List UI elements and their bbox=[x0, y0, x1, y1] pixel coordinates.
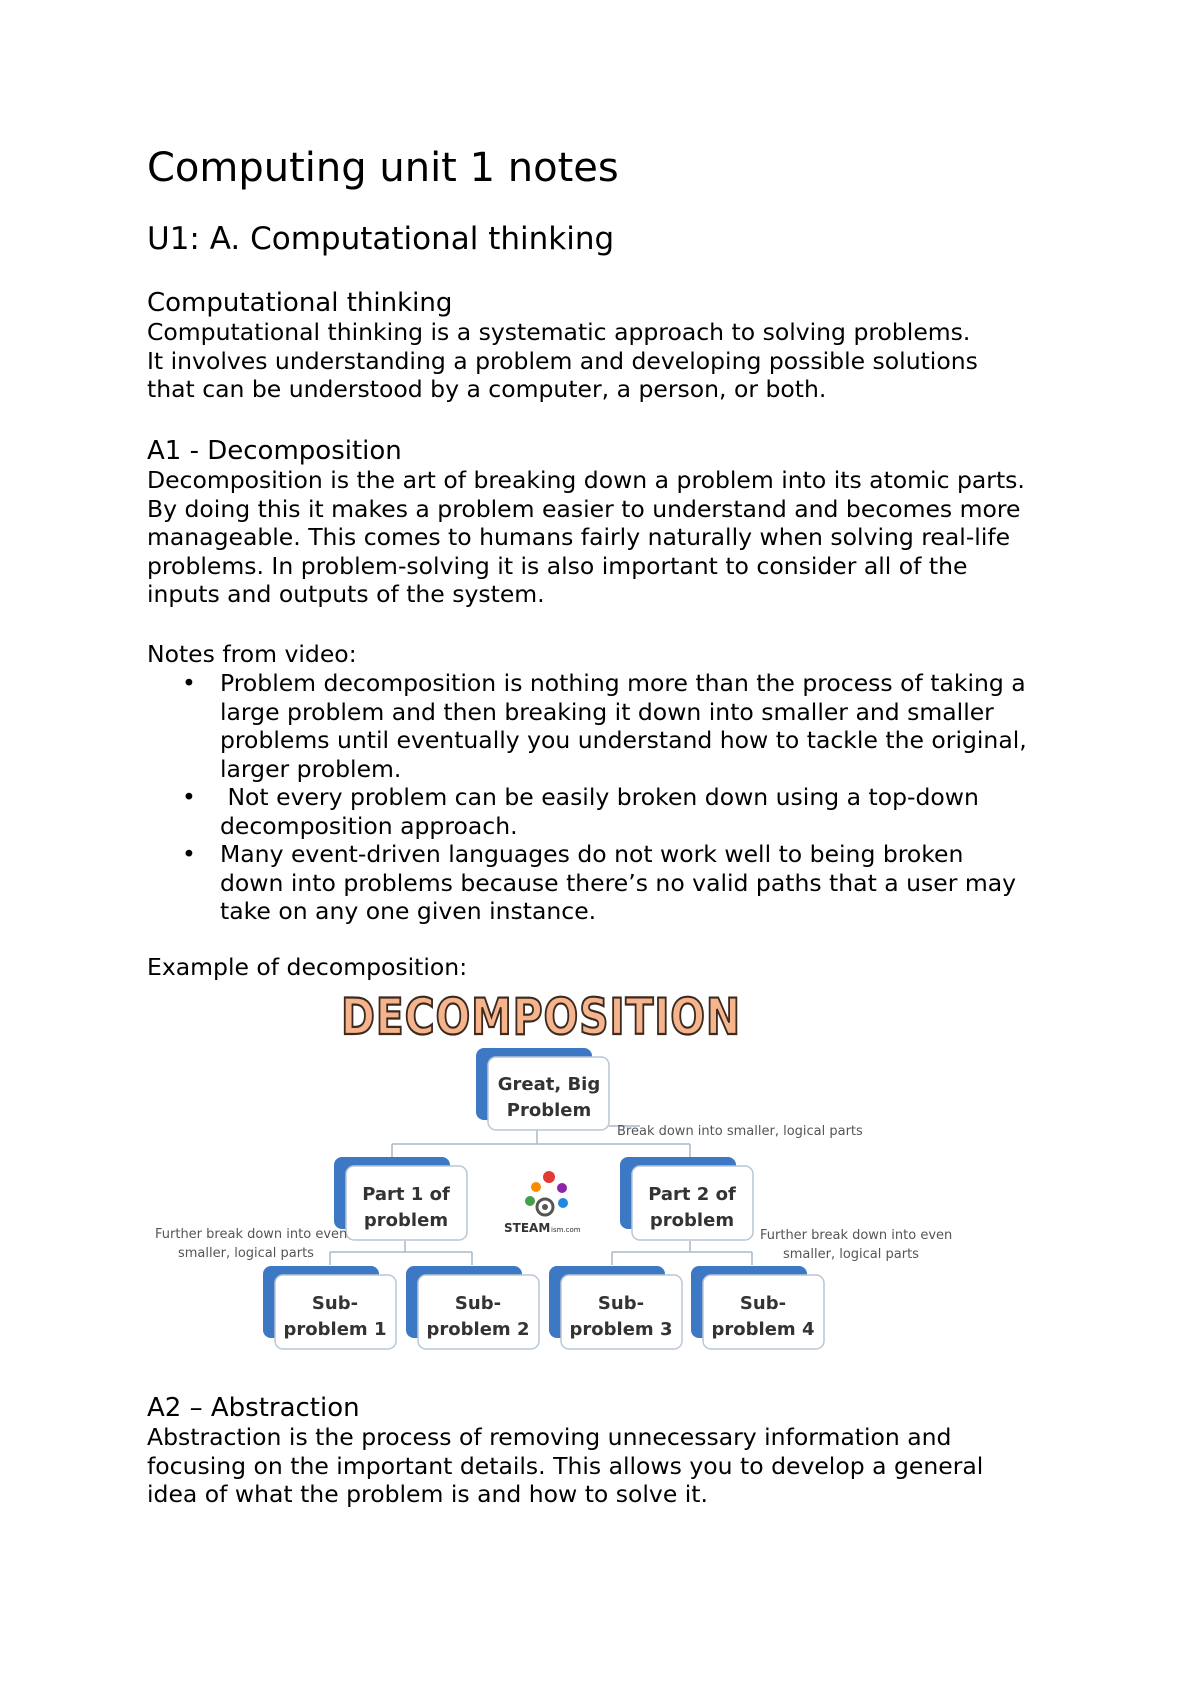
sub-2-line-2: problem 2 bbox=[426, 1319, 530, 1340]
paragraph-line: idea of what the problem is and how to solve it. bbox=[147, 1480, 708, 1508]
sub-4-line-2: problem 4 bbox=[711, 1319, 815, 1340]
paragraph-line: problems. In problem-solving it is also important to consider all of the bbox=[147, 551, 968, 580]
steam-logo-icon bbox=[525, 1171, 568, 1215]
left-note-line-2: smaller, logical parts bbox=[178, 1246, 314, 1261]
bullet-line: Not every problem can be easily broken down using a top-down bbox=[220, 783, 979, 811]
right-note-line-1: Further break down into even bbox=[760, 1228, 953, 1243]
paragraph-line: It involves understanding a problem and developing possible solutions bbox=[147, 346, 978, 375]
paragraph-line: that can be understood by a computer, a person, or both. bbox=[147, 375, 827, 403]
part-2-box bbox=[620, 1157, 753, 1240]
right-note-line-2: smaller, logical parts bbox=[783, 1247, 919, 1262]
sub-4-line-1: Sub- bbox=[739, 1293, 787, 1314]
sub-2-line-1: Sub- bbox=[454, 1293, 502, 1314]
paragraph-line: inputs and outputs of the system. bbox=[147, 580, 545, 608]
sub-3-line-2: problem 3 bbox=[569, 1319, 673, 1340]
section-heading: A2 – Abstraction bbox=[147, 1393, 360, 1423]
bullet-icon: • bbox=[182, 783, 196, 811]
diagram-banner: DECOMPOSITION bbox=[341, 988, 741, 1046]
notes-label: Notes from video: bbox=[147, 640, 357, 668]
bullet-line: Problem decomposition is nothing more than the process of taking a bbox=[220, 669, 1026, 697]
bullet-icon: • bbox=[182, 669, 196, 697]
part-2-line-1: Part 2 of bbox=[648, 1184, 736, 1205]
sub-problem-2-box bbox=[406, 1266, 539, 1349]
part-1-line-2: problem bbox=[363, 1210, 449, 1231]
paragraph-line: Abstraction is the process of removing unnecessary information and bbox=[147, 1423, 952, 1451]
bullet-icon: • bbox=[182, 840, 196, 868]
root-box bbox=[476, 1048, 609, 1130]
document-title: Computing unit 1 notes bbox=[147, 145, 619, 191]
sub-problem-4-box bbox=[691, 1266, 824, 1349]
sub-1-line-1: Sub- bbox=[311, 1293, 359, 1314]
bullet-line: decomposition approach. bbox=[220, 811, 518, 840]
logo-suffix: ism.com bbox=[551, 1226, 581, 1234]
bullet-line: larger problem. bbox=[220, 754, 402, 783]
unit-heading: U1: A. Computational thinking bbox=[147, 221, 615, 257]
paragraph-line: Computational thinking is a systematic approach to solving problems. bbox=[147, 318, 971, 346]
section-heading: Computational thinking bbox=[147, 288, 453, 318]
root-note: Break down into smaller, logical parts bbox=[617, 1124, 863, 1139]
paragraph-line: By doing this it makes a problem easier to understand and becomes more bbox=[147, 494, 1021, 523]
paragraph-line: focusing on the important details. This allows you to develop a general bbox=[147, 1451, 984, 1480]
paragraph-line: manageable. This comes to humans fairly naturally when solving real-life bbox=[147, 523, 1011, 551]
bullet-line: down into problems because there’s no valid paths that a user may bbox=[220, 868, 1017, 897]
example-label: Example of decomposition: bbox=[147, 953, 468, 981]
sub-problem-3-box bbox=[549, 1266, 682, 1349]
left-note-line-1: Further break down into even bbox=[155, 1227, 348, 1242]
root-line-1: Great, Big bbox=[497, 1074, 601, 1095]
bullet-line: large problem and then breaking it down into smaller and smaller bbox=[220, 697, 994, 726]
sub-3-line-1: Sub- bbox=[597, 1293, 645, 1314]
root-line-2: Problem bbox=[506, 1100, 592, 1121]
part-1-line-1: Part 1 of bbox=[362, 1184, 450, 1205]
part-2-line-2: problem bbox=[649, 1210, 735, 1231]
bullet-line: take on any one given instance. bbox=[220, 897, 597, 925]
logo-text: STEAM bbox=[504, 1221, 551, 1235]
bullet-line: Many event-driven languages do not work well to being broken bbox=[220, 840, 964, 868]
sub-1-line-2: problem 1 bbox=[283, 1319, 387, 1340]
section-heading: A1 - Decomposition bbox=[147, 436, 402, 466]
bullet-line: problems until eventually you understand how to tackle the original, bbox=[220, 726, 1027, 754]
sub-problem-1-box bbox=[263, 1266, 396, 1349]
paragraph-line: Decomposition is the art of breaking down a problem into its atomic parts. bbox=[147, 466, 1025, 494]
part-1-box bbox=[334, 1157, 467, 1240]
